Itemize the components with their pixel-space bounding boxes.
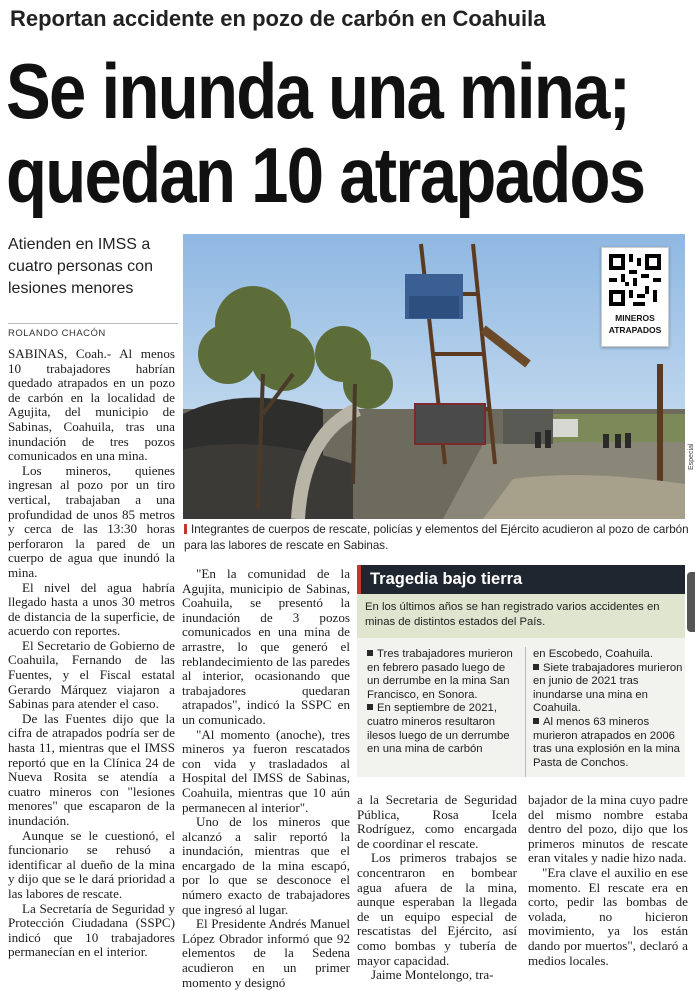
paragraph: El Presidente Andrés Manuel López Obrador informó que 92 elementos de la Sedena acudieron en un primer momento y designó bbox=[182, 916, 350, 990]
headline-line-2: quedan 10 atrapados bbox=[6, 131, 645, 219]
sidebar-column-2 bbox=[533, 648, 683, 770]
sidebar-intro: En los últimos años se han registrado varios accidentes en minas de distintos estados del País. bbox=[357, 594, 685, 638]
qr-label-line-1: MINEROS bbox=[615, 313, 655, 323]
caption-text: Integrantes de cuerpos de rescate, policías y elementos del Ejército acudieron al pozo de carbón para las labores de rescate en Sabinas. bbox=[184, 523, 689, 552]
paragraph: El Secretario de Gobierno de Coahuila, Fernando de las Fuentes, y el Fiscal estatal Gerardo Márquez viajaron a Sabinas para atender el caso. bbox=[8, 637, 175, 712]
sidebar-title: Tragedia bajo tierra bbox=[357, 565, 685, 594]
sidebar-divider bbox=[525, 647, 526, 777]
bullet-icon bbox=[367, 704, 373, 710]
sidebar-columns bbox=[357, 638, 685, 769]
sidebar-item-text: Tres trabajadores murieron en febrero pasado luego de un derrumbe en la mina San Francisco, en Sonora. bbox=[367, 648, 513, 701]
paragraph: Los mineros, quienes ingresan al pozo por un tiro vertical, trabajaban a una profundidad de unos 85 metros y cerca de las 13:30 horas perforaron la pared de un cuerpo de agua que inundó la mina. bbox=[8, 462, 175, 580]
article-column-3 bbox=[357, 793, 517, 983]
headline-line-1: Se inunda una mina; bbox=[6, 47, 630, 135]
sidebar-item bbox=[367, 702, 517, 756]
sidebar-item-continuation: en Escobedo, Coahuila. bbox=[533, 648, 653, 660]
photo-caption bbox=[184, 522, 689, 554]
sidebar-box bbox=[357, 565, 685, 777]
qr-code-box[interactable] bbox=[601, 247, 669, 347]
paragraph: bajador de la mina cuyo padre del mismo nombre estaba dentro del pozo, dijo que los primeros minutos de rescate eran vitales y nadie hizo nada. bbox=[528, 792, 688, 866]
paragraph: El nivel del agua habría llegado hasta a unos 30 metros de distancia de la superficie, de acuerdo con reportes. bbox=[8, 579, 175, 639]
paragraph: "En la comunidad de la Agujita, municipio de Sabinas, Coahuila, se presentó la inundación de 3 pozos comunicados en una mina de arrastre, lo que generó el reblandecimiento de las paredes al interior, ocasionando que trabajadores quedaran atrapados", indicó la SSPC en un comunicado. bbox=[182, 566, 350, 727]
sidebar-item-text: En septiembre de 2021, cuatro mineros resultaron ilesos luego de un derrumbe en una mina de carbón bbox=[367, 702, 510, 756]
article-column-4 bbox=[528, 793, 688, 968]
sidebar-column-1 bbox=[367, 648, 517, 757]
paragraph: Aunque se le cuestionó, el funcionario se rehusó a identificar al dueño de la mina y dijo que se le dará prioridad a las labores de rescate. bbox=[8, 827, 175, 901]
qr-label-line-2: ATRAPADOS bbox=[608, 325, 662, 335]
sidebar-item bbox=[367, 648, 517, 702]
photo-credit: Especial bbox=[688, 443, 695, 470]
sidebar-item-text: Al menos 63 mineros murieron atrapados en 2006 tras una explosión en la mina Pasta de Conchos. bbox=[533, 715, 680, 769]
paragraph: Uno de los mineros que alcanzó a salir reportó la inundación, mientras que el encargado de la mina escapó, por lo que se desconoce el número exacto de trabajadores que ingresó al lugar. bbox=[182, 814, 350, 917]
page-edge-tab bbox=[687, 572, 695, 632]
sidebar-item bbox=[533, 662, 683, 716]
kicker: Reportan accidente en pozo de carbón en Coahuila bbox=[10, 6, 546, 31]
paragraph: Jaime Montelongo, tra- bbox=[371, 967, 494, 983]
sidebar-item-text: Siete trabajadores murieron en junio de 2021 tras inundarse una mina en Coahuila. bbox=[533, 661, 683, 715]
paragraph: "Al momento (anoche), tres mineros ya fueron rescatados con vida y trasladados al Hospital del IMSS de Sabinas, Coahuila, mientras que 10 aún permanecen al interior". bbox=[182, 726, 350, 815]
paragraph: a la Secretaria de Seguridad Pública, Rosa Icela Rodríguez, como encargada de coordinar el rescate. bbox=[357, 792, 517, 851]
bullet-icon bbox=[367, 650, 373, 656]
bullet-icon bbox=[533, 664, 539, 670]
paragraph: De las Fuentes dijo que la cifra de atrapados podría ser de hasta 11, mientras que el IMSS reportó que en la Clínica 24 de Nueva Rosita se atendía a cuatro mineros con "lesiones menores" que escaparon de la inundación. bbox=[8, 710, 175, 828]
article-column-2 bbox=[182, 567, 350, 990]
sidebar-item bbox=[533, 716, 683, 770]
paragraph: "Era clave el auxilio en ese momento. El rescate era en corto, pedir las bombas de volada, no hicieron movimiento, ya los están dando por muertos", declaró a medios locales. bbox=[528, 864, 688, 968]
article-column-1 bbox=[8, 347, 175, 960]
qr-code-icon bbox=[609, 254, 661, 306]
bullet-icon bbox=[533, 718, 539, 724]
paragraph: SABINAS, Coah.- Al menos 10 trabajadores habrían quedado atrapados en un pozo de carbón en la localidad de Agujita, del municipio de Sabinas, Coahuila, tras una inundación de tres pozos comunicados en una mina. bbox=[8, 346, 175, 464]
deck: Atienden en IMSS a cuatro personas con lesiones menores bbox=[8, 236, 153, 297]
byline: ROLANDO CHACÓN bbox=[8, 323, 178, 339]
caption-marker bbox=[184, 524, 187, 534]
paragraph: Los primeros trabajos se concentraron en bombear agua afuera de la mina, aunque esperaban la llegada de un equipo especial de rescatistas del Ejército, así como bombas y tubería de mayor capacidad. bbox=[357, 850, 517, 968]
paragraph: La Secretaría de Seguridad y Protección Ciudadana (SSPC) indicó que 10 trabajadores permanecían en el interior. bbox=[8, 900, 175, 960]
